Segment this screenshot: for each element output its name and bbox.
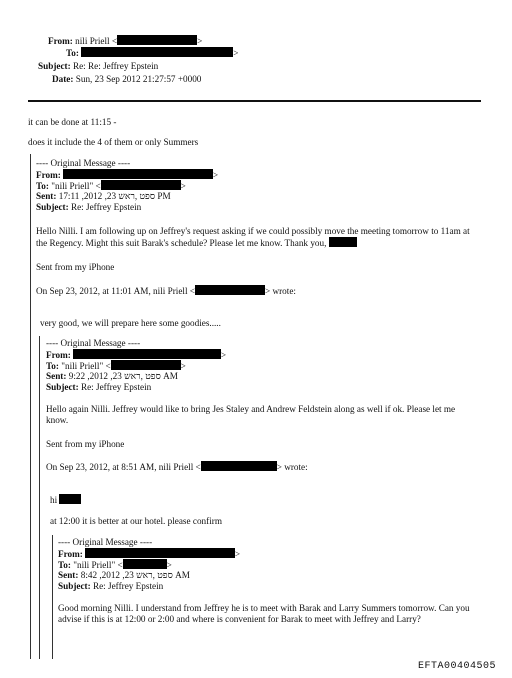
q2-hi-line: hi (50, 494, 81, 506)
q1-from-row: From: > (36, 170, 219, 180)
redaction-bar (73, 349, 221, 359)
redaction-bar (123, 559, 167, 569)
q1-iphone-signature: Sent from my iPhone (36, 262, 115, 272)
q2-original-message: ---- Original Message ---- (46, 338, 141, 348)
q2-message-text: Hello again Nilli. Jeffrey would like to bring Jes Staley and Andrew Feldstein along as well if ok. Please let me know. (46, 404, 456, 425)
q2-to-row: To: "nili Priell" < > (46, 361, 186, 371)
q1-sent-row: Sent: 17:11 ,2012 ,23 ספט ,ראש PM (36, 191, 171, 201)
q2-iphone-signature: Sent from my iPhone (46, 439, 125, 449)
redaction-bar (195, 285, 265, 295)
redaction-bar (63, 169, 213, 179)
redaction-bar (59, 494, 81, 504)
q2-from-row: From: > (46, 350, 227, 360)
redaction-bar (201, 461, 277, 471)
header-to-row: To: > (66, 48, 239, 58)
q3-from-row: From: > (58, 549, 241, 559)
q1-reply-text: very good, we will prepare here some goodies..... (40, 318, 221, 328)
q2-on-wrote-line: On Sep 23, 2012, at 8:51 AM, nili Priell < > wrote: (46, 462, 308, 472)
quote-bar-level-3 (52, 535, 53, 659)
header-subject-label: Subject: (38, 61, 71, 71)
quote-bar-level-2 (39, 336, 40, 659)
header-subject-row (38, 61, 158, 72)
header-from-value: nili Priell < (75, 36, 118, 46)
redaction-bar (101, 180, 181, 190)
q2-reply-text: at 12:00 it is better at our hotel. please confirm (50, 516, 222, 526)
q1-to-row: To: "nili Priell" < > (36, 181, 186, 191)
redaction-bar (117, 35, 197, 45)
q1-original-message: ---- Original Message ---- (36, 158, 131, 168)
document-id: EFTA00404505 (418, 661, 497, 672)
redaction-bar (329, 237, 357, 247)
redaction-bar (85, 548, 235, 558)
q1-subject-row: Subject: Re: Jeffrey Epstein (36, 202, 142, 212)
q1-on-wrote-line: On Sep 23, 2012, at 11:01 AM, nili Priell < > wrote: (36, 286, 296, 296)
header-to-label: To: (66, 48, 79, 58)
redaction-bar (111, 360, 181, 370)
q3-original-message: ---- Original Message ---- (58, 537, 153, 547)
q2-sent-row: Sent: 9:22 ,2012 ,23 ספט ,ראש AM (46, 371, 178, 381)
header-from-label: From: (48, 36, 73, 46)
q3-message-text: Good morning Nilli. I understand from Jeffrey he is to meet with Barak and Larry Summers tomorrow. Can you advise if this is at 12:00 or 2:00 and where is convenient for Barak to meet with Jeffrey and Larry? (58, 603, 470, 624)
header-date-value: Sun, 23 Sep 2012 21:27:57 +0000 (75, 74, 202, 84)
q3-to-row: To: "nili Priell" < > (58, 560, 172, 570)
q3-sent-row: Sent: 8:42 ,2012 ,23 ספט ,ראש AM (58, 570, 190, 580)
body-line-2: does it include the 4 of them or only Summers (28, 137, 199, 147)
q3-subject-row: Subject: Re: Jeffrey Epstein (58, 581, 164, 591)
header-divider (28, 100, 481, 102)
body-line-1: it can be done at 11:15 - (28, 117, 117, 127)
redaction-bar (81, 47, 233, 57)
quote-bar-level-1 (30, 154, 31, 659)
q2-subject-row: Subject: Re: Jeffrey Epstein (46, 382, 152, 392)
header-date-row (52, 74, 201, 85)
q1-message-text: Hello Nilli. I am following up on Jeffrey's request asking if we could possibly move the meeting tomorrow to 11am at the Regency. Might this suit Barak's schedule? Please let me know. Thank you, (36, 226, 470, 248)
header-from-row: From: nili Priell < > (48, 36, 203, 46)
header-date-label: Date: (52, 74, 74, 84)
header-subject-value: Re: Re: Jeffrey Epstein (72, 61, 159, 71)
